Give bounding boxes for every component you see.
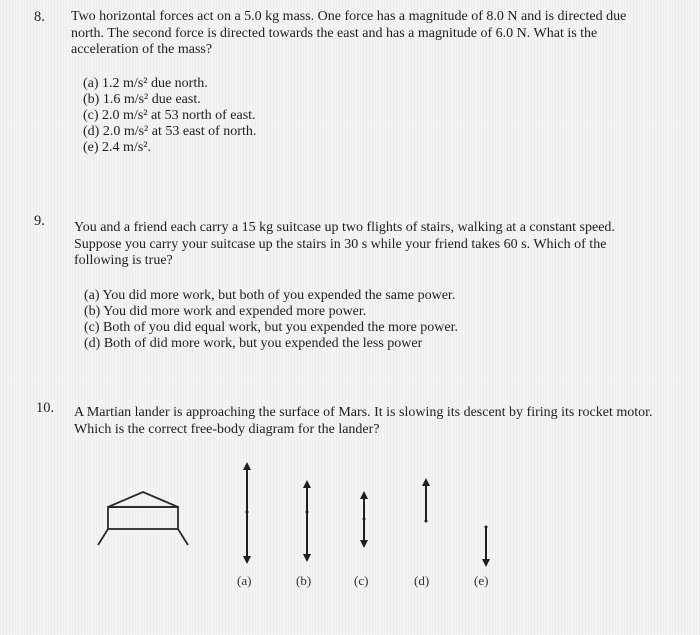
q8-option-b: (b) 1.6 m/s² due east.: [83, 92, 201, 107]
diagram-a-label: (a): [237, 573, 252, 588]
q8-option-d: (d) 2.0 m/s² at 53 east of north.: [83, 124, 257, 139]
q9-option-b: (b) You did more work and expended more power.: [84, 304, 367, 319]
q9-option-a: (a) You did more work, but both of you expended the same power.: [84, 288, 456, 303]
q10-number: 10.: [36, 400, 55, 416]
diagram-d-label: (d): [414, 573, 430, 588]
diagram-d: [425, 482, 428, 523]
diagram-b-label: (b): [296, 573, 312, 588]
diagram-c: [363, 495, 366, 544]
q8-stem: Two horizontal forces act on a 5.0 kg mass. One force has a magnitude of 8.0 N and is directed due north. The second force is directed towards the east and has a magnitude of 6.0 N. What is the acceleration of the mass?: [71, 9, 627, 57]
q9-stem: You and a friend each carry a 15 kg suitcase up two flights of stairs, walking at a constant speed. Suppose you carry your suitcase up the stairs in 30 s while your friend takes 60 s. Which of the following is true?: [74, 220, 615, 268]
diagram-e: [485, 526, 488, 564]
q8-option-c: (c) 2.0 m/s² at 53 north of east.: [83, 108, 256, 123]
q9-option-c: (c) Both of you did equal work, but you expended the more power.: [84, 320, 459, 335]
q10-stem: A Martian lander is approaching the surface of Mars. It is slowing its descent by firing its rocket motor. Which is the correct free-body diagram for the lander?: [74, 405, 653, 437]
diagram-b: [306, 484, 309, 558]
q9-option-d: (d) Both of did more work, but you expended the less power: [84, 336, 423, 351]
q8-option-a: (a) 1.2 m/s² due north.: [83, 76, 208, 91]
q9-number: 9.: [34, 213, 45, 229]
lander-icon: [98, 492, 188, 545]
diagram-c-label: (c): [354, 573, 369, 588]
q8-number: 8.: [34, 9, 45, 25]
diagram-e-label: (e): [474, 573, 489, 588]
diagram-a: [246, 466, 249, 560]
q8-option-e: (e) 2.4 m/s².: [83, 140, 151, 155]
